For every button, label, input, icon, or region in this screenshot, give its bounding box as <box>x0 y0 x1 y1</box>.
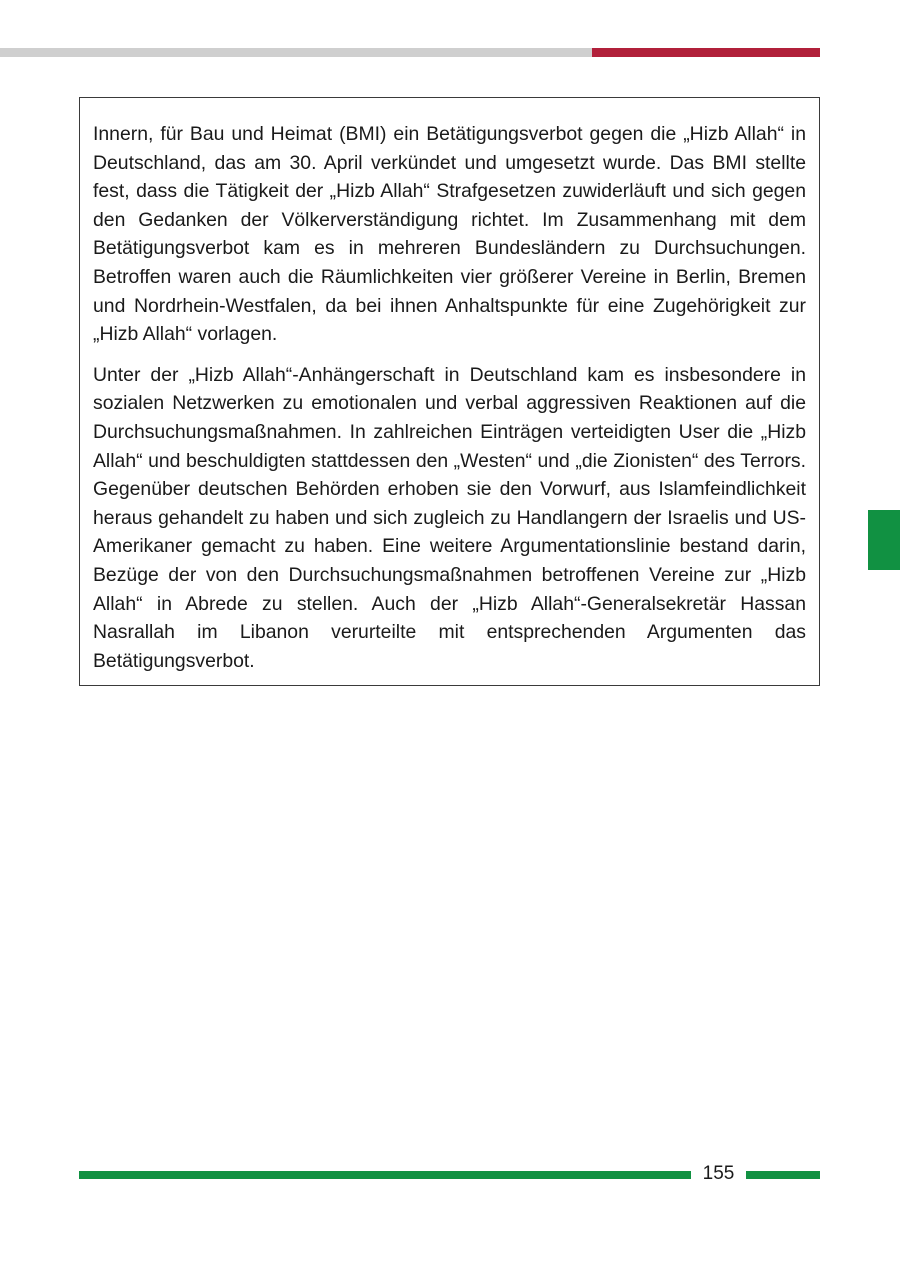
header-rule-grey <box>0 48 592 57</box>
text-box <box>79 97 820 686</box>
chapter-side-tab <box>868 510 900 570</box>
footer-rule-right <box>746 1171 820 1179</box>
paragraph-2: Unter der „Hizb Allah“-Anhängerschaft in Deutschland kam es insbesondere in sozialen Netzwerken zu emotionalen und verbal aggressiven Reaktionen auf die Durchsuchungsmaßnahmen. In zahlreichen Einträgen verteidigten User die „Hizb Allah“ und beschuldigten stattdessen den „Westen“ und „die Zionisten“ des Terrors. Gegenüber deutschen Behörden erhoben sie den Vorwurf, aus Islamfeindlichkeit heraus gehandelt zu haben und sich zugleich zu Handlangern der Israelis und US-Amerikaner gemacht zu haben. Eine weitere Argumentationslinie bestand darin, Bezüge der von den Durchsuchungsmaßnahmen betroffenen Vereine zur „Hizb Allah“ in Abrede zu stellen. Auch der „Hizb Allah“-Generalsekretär Hassan Nasrallah im Libanon verurteilte mit entsprechenden Argumenten das Betätigungsverbot. <box>93 363 806 672</box>
footer-rule-left <box>79 1171 691 1179</box>
paragraph-1: Innern, für Bau und Heimat (BMI) ein Betätigungsverbot gegen die „Hizb Allah“ in Deutschland, das am 30. April verkündet und umgesetzt wurde. Das BMI stellte fest, dass die Tätigkeit der „Hizb Allah“ Strafgesetzen zuwiderläuft und sich gegen den Gedanken der Völkerverständigung richtet. Im Zusammenhang mit dem Betätigungsverbot kam es in mehreren Bundesländern zu Durchsuchungen. Betroffen waren auch die Räumlichkeiten vier größerer Vereine in Berlin, Bremen und Nordrhein-Westfalen, da bei ihnen Anhaltspunkte für eine Zugehörigkeit zur „Hizb Allah“ vorlagen. <box>93 123 806 346</box>
header-rule-red <box>592 48 820 57</box>
page-number: 155 <box>702 1163 735 1184</box>
